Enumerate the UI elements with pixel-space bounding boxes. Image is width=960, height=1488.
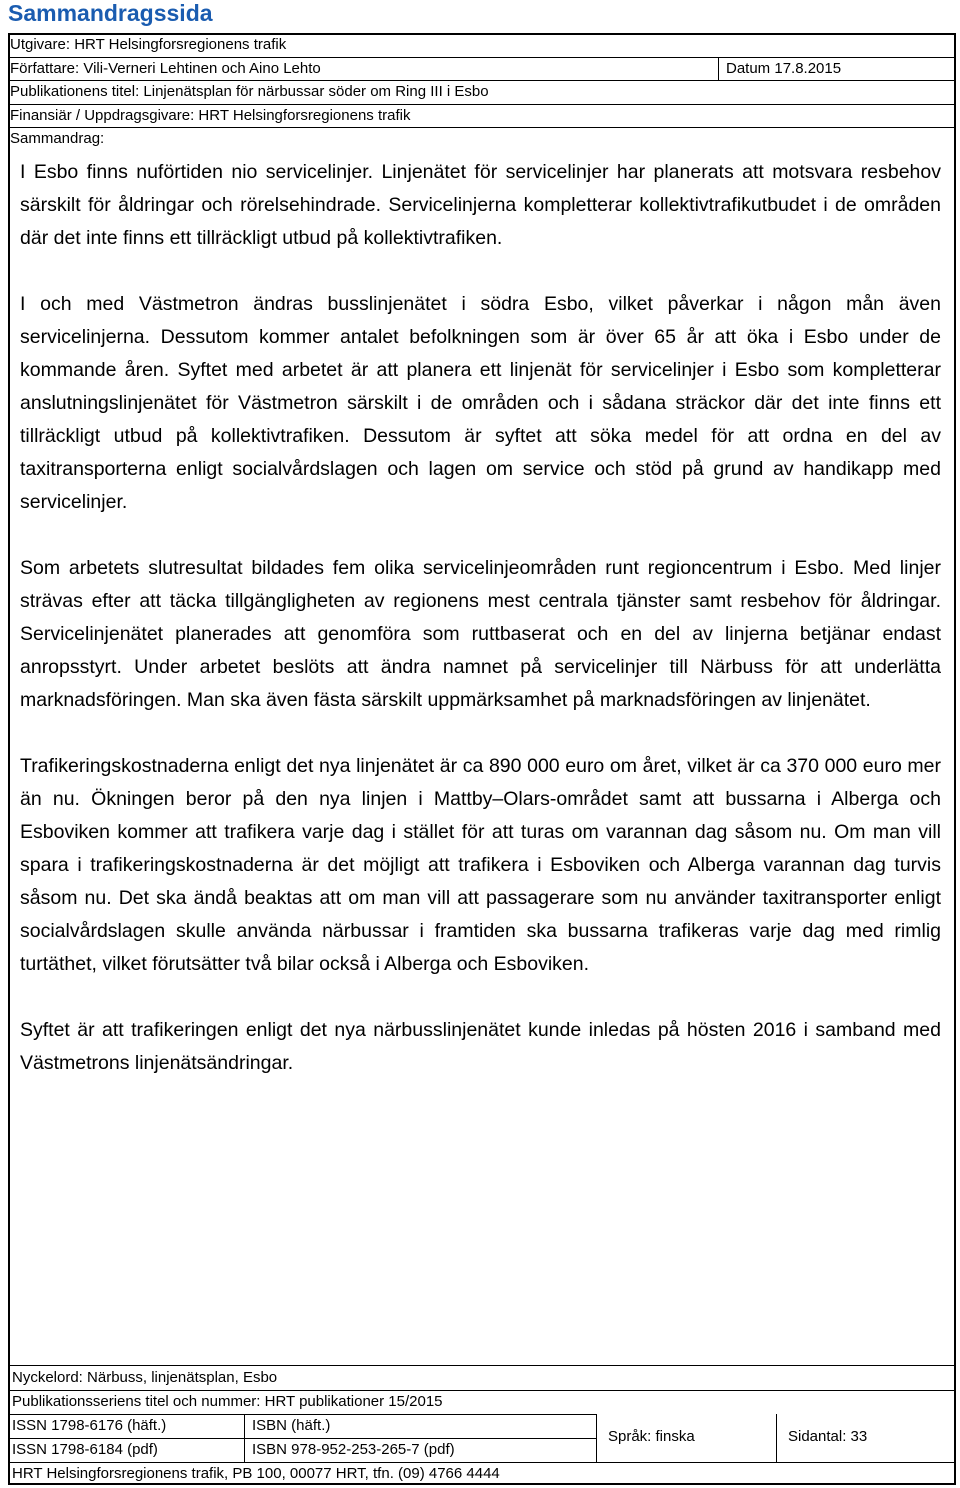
summary-paragraph: I Esbo finns nuförtiden nio servicelinjer. Linjenätet för servicelinjer har planerats att motsvara resbehov särskilt för åldringar och rörelsehindrade. Servicelinjerna kompletterar kollektivtrafikutbudet i de områden där det inte finns ett tillräckligt utbud på kollektivtrafiken.	[20, 161, 941, 249]
publication-title: Publikationens titel: Linjenätsplan för närbussar söder om Ring III i Esbo	[10, 83, 489, 100]
page-count: Sidantal: 33	[788, 1428, 868, 1445]
divider	[776, 1414, 777, 1462]
address: HRT Helsingforsregionens trafik, PB 100, 00077 HRT, tfn. (09) 4766 4444	[12, 1465, 500, 1482]
divider	[8, 127, 956, 128]
divider	[596, 1414, 597, 1462]
page-title: Sammandragssida	[8, 0, 213, 26]
summary-paragraph: Som arbetets slutresultat bildades fem olika servicelinjeområden runt regioncentrum i Esbo. Med linjer strävas efter att täcka tillgängligheten av regionens mest centrala tjänster samt resbehov för åldringar. Servicelinjenätet planerades att genomföra som ruttbaserat och en del av linjerna betjänar endast anropsstyrt. Under arbetet beslöts att ändra namnet på servicelinjer till Närbuss för att underlätta marknadsföringen. Man ska även fästa särskilt uppmärksamhet på marknadsföringen av linjenätet.	[20, 557, 941, 711]
issn-pdf: ISSN 1798-6184 (pdf)	[12, 1441, 158, 1458]
authors: Författare: Vili-Verneri Lehtinen och Aino Lehto	[10, 60, 321, 77]
summary-body	[20, 156, 941, 1080]
financier: Finansiär / Uppdragsgivare: HRT Helsingforsregionens trafik	[10, 107, 411, 124]
language: Språk: finska	[608, 1428, 695, 1445]
divider	[718, 57, 719, 80]
summary-paragraph: Syftet är att trafikeringen enligt det nya närbusslinjenätet kunde inledas på hösten 2016 i samband med Västmetrons linjenätsändringar.	[20, 1019, 941, 1074]
publisher: Utgivare: HRT Helsingforsregionens trafik	[10, 36, 287, 53]
isbn-pdf: ISBN 978-952-253-265-7 (pdf)	[252, 1441, 455, 1458]
isbn-print: ISBN (häft.)	[252, 1417, 331, 1434]
series: Publikationsseriens titel och nummer: HRT publikationer 15/2015	[12, 1393, 443, 1410]
summary-paragraph: Trafikeringskostnaderna enligt det nya linjenätet är ca 890 000 euro om året, vilket är ca 370 000 euro mer än nu. Ökningen beror på den nya linjen i Mattby–Olars-området samt att bussarna i Alberga och Esboviken kommer att trafikera varje dag i stället för att turas om varannan dag såsom nu. Om man vill spara i trafikeringskostnaderna är det möjligt att trafikera i Esboviken och Alberga varannan dag turvis såsom nu. Det ska ändå beaktas att om man vill att passagerare som nu använder taxitransporter enligt socialvårdslagen skulle använda närbussar i framtiden ska bussarna trafikeras varje dag med rimlig turtäthet, vilket förutsätter två bilar också i Alberga och Esboviken.	[20, 755, 941, 975]
keywords: Nyckelord: Närbuss, linjenätsplan, Esbo	[12, 1369, 278, 1386]
issn-print: ISSN 1798-6176 (häft.)	[12, 1417, 167, 1434]
date: Datum 17.8.2015	[726, 60, 842, 77]
divider	[8, 1365, 956, 1366]
summary-label: Sammandrag:	[10, 130, 105, 147]
summary-paragraph: I och med Västmetron ändras busslinjenätet i södra Esbo, vilket påverkar i någon mån även servicelinjerna. Dessutom kommer antalet befolkningen som är över 65 år att öka i Esbo under de kommande åren. Syftet med arbetet är att planera ett linjenät för servicelinjer i Esbo som kompletterar anslutningslinjenätet för Västmetron särskilt i de områden och i sådana sträckor där det inte finns ett tillräckligt utbud på kollektivtrafiken. Dessutom är syftet att söka medel för att ordna en del av taxitransporterna enligt socialvårdslagen och lagen om service och stöd på grund av handikapp med servicelinjer.	[20, 293, 941, 513]
